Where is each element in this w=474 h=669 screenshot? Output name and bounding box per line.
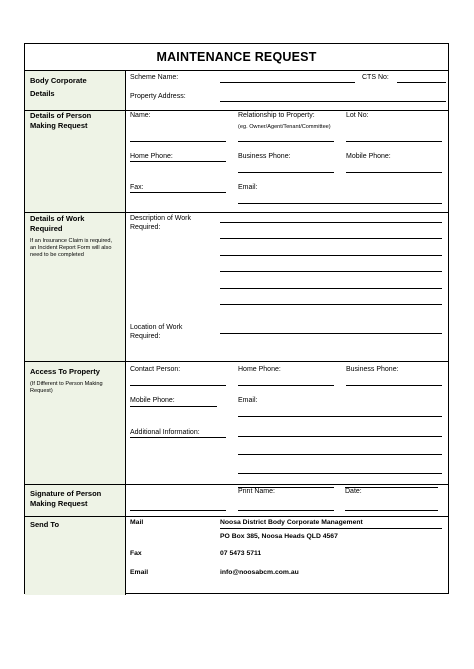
mail-underline xyxy=(220,528,442,529)
work-heading-2: Required xyxy=(30,224,63,233)
home-phone-label: Home Phone: xyxy=(130,153,173,160)
home-phone-field[interactable] xyxy=(130,161,226,162)
signature-field[interactable] xyxy=(130,510,226,511)
description-line[interactable] xyxy=(220,238,442,239)
scheme-name-label: Scheme Name: xyxy=(130,74,179,81)
additional-info-line[interactable] xyxy=(238,454,442,455)
fax-number: 07 5473 5711 xyxy=(220,550,262,557)
name-label: Name: xyxy=(130,112,151,119)
description-line[interactable] xyxy=(220,222,442,223)
name-field[interactable] xyxy=(130,141,226,142)
property-address-field[interactable] xyxy=(220,101,446,102)
email-field[interactable] xyxy=(238,203,442,204)
description-label: Description of Work xyxy=(130,215,191,222)
relationship-field[interactable] xyxy=(238,141,334,142)
relationship-hint: (eg. Owner/Agent/Tenant/Committee) xyxy=(238,124,331,130)
lot-no-label: Lot No: xyxy=(346,112,369,119)
print-name-field[interactable] xyxy=(238,510,334,511)
location-label-2: Required: xyxy=(130,333,161,340)
fax-field[interactable] xyxy=(130,192,226,193)
mail-label: Mail xyxy=(130,519,144,526)
mail-address-line1: Noosa District Body Corporate Management xyxy=(220,519,363,526)
cts-no-label: CTS No: xyxy=(362,74,389,81)
insurance-note-2: an Incident Report Form will also xyxy=(30,245,112,251)
person-heading: Details of Person xyxy=(30,111,92,120)
description-line[interactable] xyxy=(220,255,442,256)
fax-label: Fax: xyxy=(130,184,144,191)
additional-info-label: Additional Information: xyxy=(130,429,200,436)
additional-info-line[interactable] xyxy=(238,436,442,437)
access-heading: Access To Property xyxy=(30,367,100,376)
business-phone-label: Business Phone: xyxy=(238,153,291,160)
fax-send-label: Fax xyxy=(130,550,142,557)
person-heading-2: Making Request xyxy=(30,121,88,130)
description-label-2: Required: xyxy=(130,224,161,231)
divider xyxy=(25,361,448,362)
work-heading: Details of Work xyxy=(30,214,85,223)
date-label: Date: xyxy=(345,488,362,495)
mobile-phone-field[interactable] xyxy=(346,172,442,173)
work-label-cell xyxy=(25,212,126,361)
date-field[interactable] xyxy=(345,510,438,511)
mobile-phone-label: Mobile Phone: xyxy=(346,153,391,160)
access-note: (If Different to Person Making xyxy=(30,381,103,387)
description-line[interactable] xyxy=(220,288,442,289)
email-label: Email: xyxy=(238,184,258,191)
maintenance-request-form xyxy=(24,43,449,594)
body-corporate-heading-2: Details xyxy=(30,89,55,98)
access-business-phone-field[interactable] xyxy=(346,385,442,386)
relationship-label: Relationship to Property: xyxy=(238,112,315,119)
access-email-label: Email: xyxy=(238,397,258,404)
description-line[interactable] xyxy=(220,271,442,272)
access-business-phone-label: Business Phone: xyxy=(346,366,399,373)
lot-no-field[interactable] xyxy=(346,141,442,142)
location-field[interactable] xyxy=(220,333,442,334)
print-name-line[interactable] xyxy=(238,487,334,488)
access-note-2: Request) xyxy=(30,388,53,394)
signature-heading: Signature of Person xyxy=(30,489,102,498)
insurance-note: If an Insurance Claim is required, xyxy=(30,238,113,244)
date-line[interactable] xyxy=(345,487,438,488)
access-home-phone-field[interactable] xyxy=(238,385,334,386)
signature-heading-2: Making Request xyxy=(30,499,88,508)
divider xyxy=(25,212,448,213)
cts-no-field[interactable] xyxy=(397,82,446,83)
location-label: Location of Work xyxy=(130,324,183,331)
access-home-phone-label: Home Phone: xyxy=(238,366,281,373)
scheme-name-field[interactable] xyxy=(220,82,355,83)
contact-person-label: Contact Person: xyxy=(130,366,181,373)
email-address: info@noosabcm.com.au xyxy=(220,569,299,576)
send-to-heading: Send To xyxy=(30,520,60,529)
email-send-label: Email xyxy=(130,569,149,576)
additional-info-field[interactable] xyxy=(130,437,226,438)
additional-info-line[interactable] xyxy=(238,473,442,474)
divider xyxy=(25,516,448,517)
contact-person-field[interactable] xyxy=(130,385,226,386)
print-name-label: Print Name: xyxy=(238,488,275,495)
property-address-label: Property Address: xyxy=(130,93,186,100)
description-line[interactable] xyxy=(220,304,442,305)
form-title: MAINTENANCE REQUEST xyxy=(25,44,448,71)
body-corporate-heading: Body Corporate xyxy=(30,76,87,85)
access-email-field[interactable] xyxy=(238,416,442,417)
access-mobile-phone-label: Mobile Phone: xyxy=(130,397,175,404)
business-phone-field[interactable] xyxy=(238,172,334,173)
access-mobile-phone-field[interactable] xyxy=(130,406,217,407)
access-label-cell xyxy=(25,361,126,484)
mail-address-line2: PO Box 385, Noosa Heads QLD 4567 xyxy=(220,533,338,540)
divider xyxy=(25,484,448,485)
insurance-note-3: need to be completed xyxy=(30,252,84,258)
